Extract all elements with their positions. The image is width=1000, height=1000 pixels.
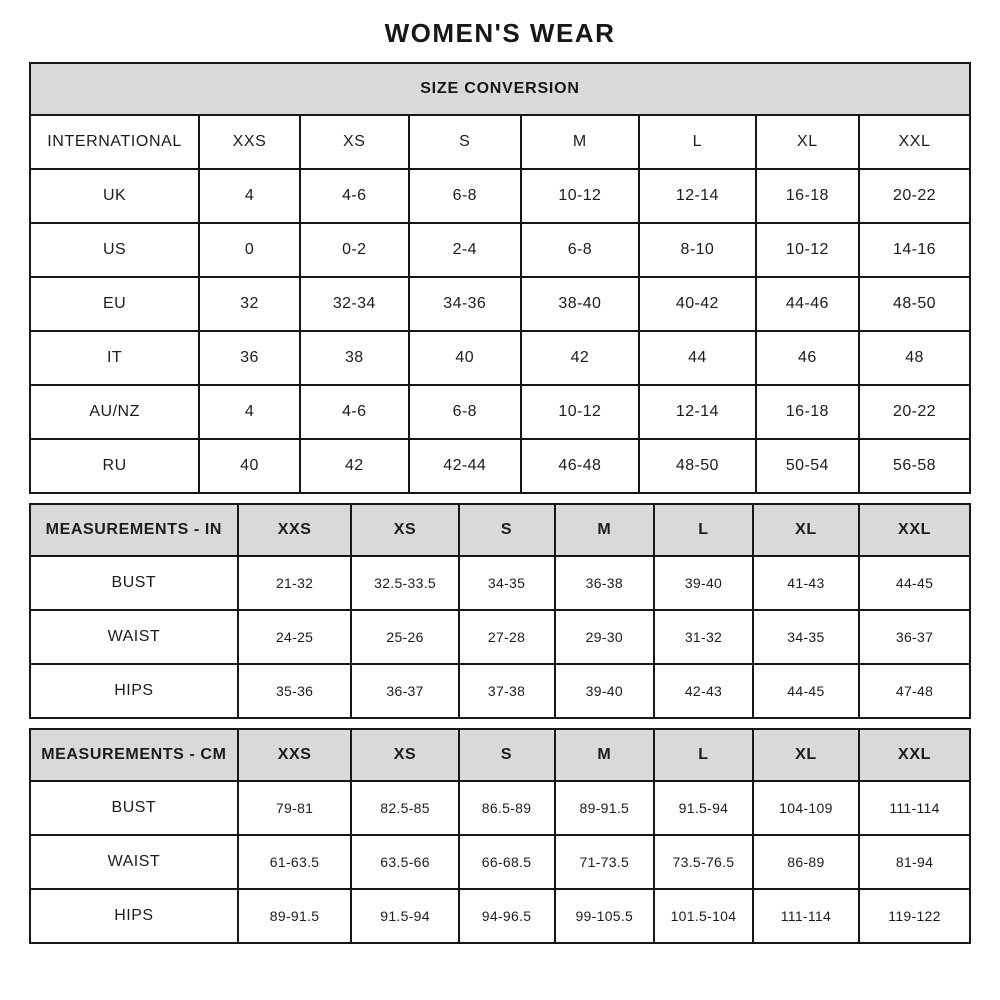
table-row [30,889,970,943]
table-row [30,277,970,331]
size-cell: 6-8 [521,223,639,277]
column-header: MEASUREMENTS - IN [30,504,238,556]
size-cell: 35-36 [238,664,352,718]
size-cell: 12-14 [639,169,756,223]
table-row [30,385,970,439]
measurements-in-table [29,503,971,719]
column-header: XL [753,729,859,781]
size-cell: 44-45 [859,556,970,610]
table-row [30,781,970,835]
size-cell: 8-10 [639,223,756,277]
size-cell: 16-18 [756,385,859,439]
row-label: AU/NZ [30,385,199,439]
size-cell: 42 [521,331,639,385]
size-cell: 46-48 [521,439,639,493]
size-cell: 86-89 [753,835,859,889]
table-row [30,556,970,610]
size-cell: 36-38 [555,556,655,610]
size-cell: 44 [639,331,756,385]
size-cell: 4-6 [300,385,409,439]
size-cell: 40-42 [639,277,756,331]
size-cell: 34-35 [459,556,555,610]
size-cell: 38 [300,331,409,385]
column-header: XXL [859,504,970,556]
size-cell: 56-58 [859,439,970,493]
column-header: MEASUREMENTS - CM [30,729,238,781]
column-header: L [654,504,753,556]
table-row [30,610,970,664]
table-header-row [30,504,970,556]
size-cell: 14-16 [859,223,970,277]
column-header: XXS [238,729,352,781]
size-cell: 44-46 [756,277,859,331]
column-header: XXL [859,115,970,169]
size-cell: 42-44 [409,439,521,493]
row-label: IT [30,331,199,385]
size-cell: 34-36 [409,277,521,331]
row-label: WAIST [30,610,238,664]
size-cell: 46 [756,331,859,385]
size-cell: 27-28 [459,610,555,664]
size-cell: 101.5-104 [654,889,753,943]
table-row [30,169,970,223]
size-cell: 82.5-85 [351,781,458,835]
size-cell: 111-114 [859,781,970,835]
size-cell: 63.5-66 [351,835,458,889]
size-cell: 41-43 [753,556,859,610]
size-cell: 4 [199,169,300,223]
row-label: BUST [30,556,238,610]
page-title: WOMEN'S WEAR [384,18,616,48]
size-cell: 47-48 [859,664,970,718]
column-header: XS [351,504,458,556]
size-cell: 66-68.5 [459,835,555,889]
row-label: US [30,223,199,277]
size-cell: 38-40 [521,277,639,331]
size-cell: 86.5-89 [459,781,555,835]
size-cell: 40 [409,331,521,385]
row-label: WAIST [30,835,238,889]
row-label: UK [30,169,199,223]
table-row [30,331,970,385]
size-cell: 40 [199,439,300,493]
size-cell: 104-109 [753,781,859,835]
column-header: M [521,115,639,169]
size-cell: 89-91.5 [555,781,655,835]
table-header-row [30,729,970,781]
size-cell: 39-40 [555,664,655,718]
size-cell: 36-37 [351,664,458,718]
size-cell: 12-14 [639,385,756,439]
size-cell: 42-43 [654,664,753,718]
size-cell: 36-37 [859,610,970,664]
size-cell: 91.5-94 [351,889,458,943]
size-cell: 37-38 [459,664,555,718]
size-cell: 61-63.5 [238,835,352,889]
size-cell: 10-12 [521,169,639,223]
table-header-row [30,115,970,169]
size-conversion-table [29,62,971,494]
size-cell: 42 [300,439,409,493]
measurements-cm-table [29,728,971,944]
row-label: RU [30,439,199,493]
column-header: XL [753,504,859,556]
size-cell: 79-81 [238,781,352,835]
size-cell: 89-91.5 [238,889,352,943]
size-cell: 81-94 [859,835,970,889]
size-cell: 20-22 [859,385,970,439]
column-header: M [555,504,655,556]
column-header: XXS [199,115,300,169]
table-banner-row [30,63,970,115]
column-header: L [654,729,753,781]
size-cell: 91.5-94 [654,781,753,835]
size-cell: 0 [199,223,300,277]
size-cell: 6-8 [409,169,521,223]
size-cell: 29-30 [555,610,655,664]
column-header: INTERNATIONAL [30,115,199,169]
row-label: EU [30,277,199,331]
size-cell: 48-50 [859,277,970,331]
size-cell: 34-35 [753,610,859,664]
size-cell: 16-18 [756,169,859,223]
size-cell: 0-2 [300,223,409,277]
size-cell: 4 [199,385,300,439]
size-cell: 24-25 [238,610,352,664]
column-header: S [459,729,555,781]
size-cell: 25-26 [351,610,458,664]
table-row [30,223,970,277]
size-cell: 36 [199,331,300,385]
column-header: XS [300,115,409,169]
size-cell: 94-96.5 [459,889,555,943]
size-cell: 99-105.5 [555,889,655,943]
size-cell: 48-50 [639,439,756,493]
size-cell: 32.5-33.5 [351,556,458,610]
size-cell: 10-12 [756,223,859,277]
column-header: M [555,729,655,781]
column-header: XXL [859,729,970,781]
size-cell: 50-54 [756,439,859,493]
column-header: S [409,115,521,169]
size-cell: 48 [859,331,970,385]
size-cell: 39-40 [654,556,753,610]
size-cell: 6-8 [409,385,521,439]
column-header: XL [756,115,859,169]
size-cell: 71-73.5 [555,835,655,889]
row-label: HIPS [30,664,238,718]
row-label: BUST [30,781,238,835]
column-header: XS [351,729,458,781]
size-cell: 44-45 [753,664,859,718]
size-cell: 2-4 [409,223,521,277]
size-cell: 21-32 [238,556,352,610]
column-header: L [639,115,756,169]
size-cell: 20-22 [859,169,970,223]
size-cell: 119-122 [859,889,970,943]
column-header: S [459,504,555,556]
size-cell: 32 [199,277,300,331]
table-row [30,835,970,889]
size-cell: 4-6 [300,169,409,223]
size-cell: 32-34 [300,277,409,331]
size-cell: 10-12 [521,385,639,439]
row-label: HIPS [30,889,238,943]
size-cell: 73.5-76.5 [654,835,753,889]
table-banner-title: SIZE CONVERSION [30,63,970,115]
table-row [30,439,970,493]
size-cell: 31-32 [654,610,753,664]
size-cell: 111-114 [753,889,859,943]
table-row [30,664,970,718]
column-header: XXS [238,504,352,556]
